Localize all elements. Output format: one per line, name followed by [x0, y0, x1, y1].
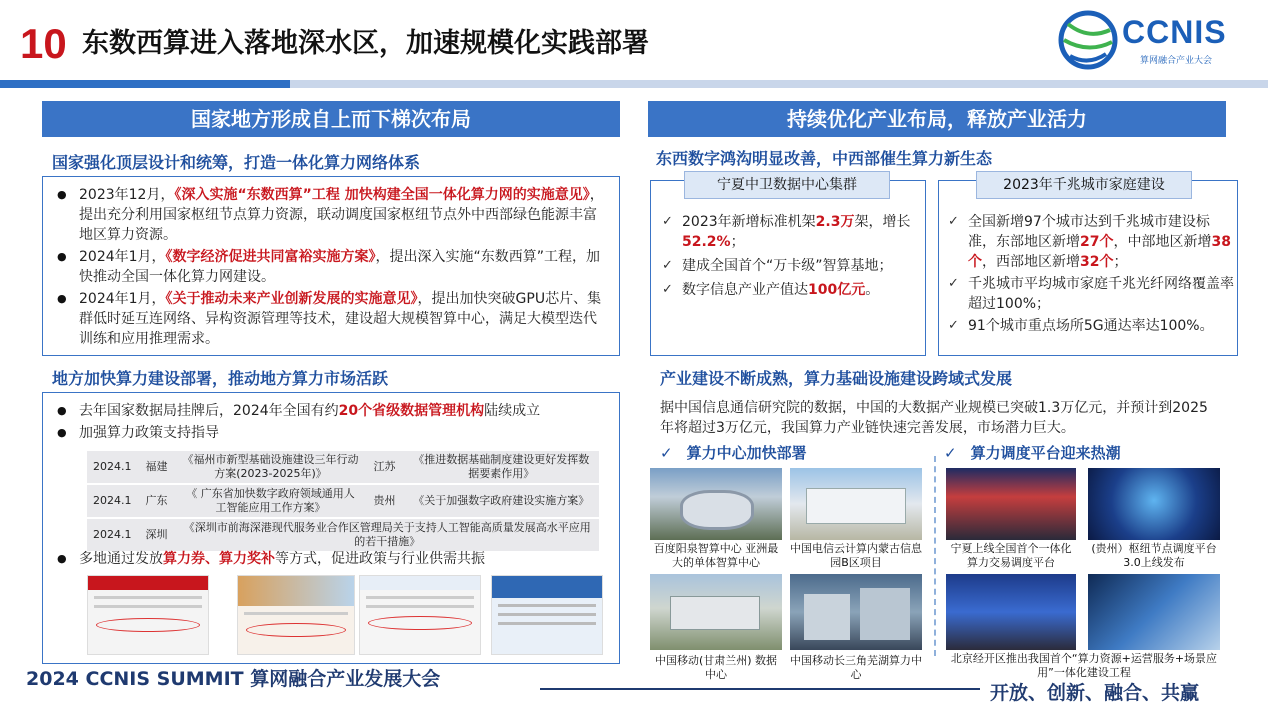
left-section-header: 国家地方形成自上而下梯次布局	[42, 101, 620, 137]
local-policy-table	[87, 451, 599, 553]
national-policy-panel	[42, 176, 620, 356]
telecom-datacenter-photo	[790, 468, 922, 540]
national-policy-item: ● 2024年1月，《关于推动未来产业创新发展的实施意见》，提出加快突破GPU芯片、集群低时延互连网络、异构资源管理等技术，建设超大规模智算中心，满足大模型迭代训练和应用推理需求。	[57, 289, 607, 349]
page-title: 东数西算进入落地深水区，加速规模化实践部署	[82, 28, 649, 59]
list-item: ✓ 建成全国首个“万卡级”智算基地；	[660, 256, 918, 276]
list-item: ✓ 91个城市重点场所5G通达率达100%。	[946, 316, 1236, 336]
col-title-scheduling: ✓ 算力调度平台迎来热潮	[944, 444, 1121, 462]
table-row: 2024.1 福建 《福州市新型基础设施建设三年行动方案(2023-2025年)》 江苏 《推进数据基础制度建设更好发挥数据要素作用》	[87, 451, 599, 484]
policy-document-thumbnail	[491, 575, 603, 655]
col-title-compute-center: ✓ 算力中心加快部署	[660, 444, 807, 462]
right-section-header: 持续优化产业布局，释放产业活力	[648, 101, 1226, 137]
ningxia-platform-photo	[946, 468, 1076, 540]
beijing-launch-photo	[946, 574, 1076, 650]
list-item: ✓ 全国新增97个城市达到千兆城市建设标准，东部地区新增27个，中部地区新增38个，西部地区新增32个；	[946, 212, 1236, 272]
photo-caption: 北京经开区推出我国首个“算力资源+运营服务+场景应用”一体化建设工程	[950, 652, 1218, 679]
logo-text: CCNIS	[1122, 14, 1227, 50]
guizhou-platform-photo	[1088, 468, 1220, 540]
policy-document-thumbnail	[359, 575, 481, 655]
local-item-policy-support: ● 加强算力政策支持指导	[57, 423, 613, 443]
beijing-tech-photo	[1088, 574, 1220, 650]
photo-caption: 百度阳泉智算中心 亚洲最大的单体智算中心	[653, 542, 779, 569]
policy-document-thumbnail	[87, 575, 209, 655]
table-row: 2024.1 广东 《 广东省加快数字政府领域通用人工智能应用工作方案》 贵州 《关于加强数字政府建设实施方案》	[87, 484, 599, 518]
slide-number: 10	[20, 20, 67, 67]
list-item: ✓ 数字信息产业产值达100亿元。	[660, 280, 918, 300]
gigabit-city-list	[946, 212, 1236, 338]
mobile-wuhu-photo	[790, 574, 922, 650]
baidu-datacenter-photo	[650, 468, 782, 540]
header-accent-bar	[0, 80, 290, 88]
policy-document-thumbnail	[237, 575, 355, 655]
list-item: ✓ 2023年新增标准机架2.3万架，增长52.2%；	[660, 212, 918, 252]
industry-paragraph: 据中国信息通信研究院的数据，中国的大数据产业规模已突破1.3万亿元，并预计到2025年将超过3万亿元，我国算力产业链快速完善发展，市场潜力巨大。	[660, 400, 1208, 436]
footer-event-name: 2024 CCNIS SUMMIT 算网融合产业发展大会	[26, 668, 441, 690]
national-policy-item: ● 2023年12月，《深入实施“东数西算”工程 加快构建全国一体化算力网的实施意见》，提出充分利用国家枢纽节点算力资源，联动调度国家枢纽节点外中西部绿色能源丰富地区算力资源。	[57, 185, 607, 245]
check-icon: ✓	[944, 444, 957, 462]
footer-slogan: 开放、创新、融合、共赢	[990, 682, 1200, 704]
left-subheading-local: 地方加快算力建设部署，推动地方算力市场活跃	[52, 369, 389, 388]
list-item: ✓ 千兆城市平均城市家庭千兆光纤网络覆盖率超过100%；	[946, 274, 1236, 314]
gigabit-city-tag: 2023年千兆城市家庭建设	[976, 171, 1192, 199]
local-policy-panel	[42, 392, 620, 664]
left-subheading-national: 国家强化顶层设计和统筹，打造一体化算力网络体系	[52, 153, 421, 172]
ningxia-list	[660, 212, 918, 302]
logo-subtitle: 算网融合产业大会	[1140, 56, 1213, 66]
table-row: 2024.1 深圳 《深圳市前海深港现代服务业合作区管理局关于支持人工智能高质量发展高水平应用的若干措施》	[87, 518, 599, 552]
photo-caption: 宁夏上线全国首个一体化算力交易调度平台	[950, 542, 1072, 569]
photo-caption: (贵州）枢纽节点调度平台3.0上线发布	[1091, 542, 1217, 569]
check-icon: ✓	[660, 444, 673, 462]
local-item-data-bureau: ● 去年国家数据局挂牌后，2024年全国有约20个省级数据管理机构陆续成立	[57, 401, 613, 421]
photo-caption: 中国移动长三角芜湖算力中心	[790, 654, 922, 681]
right-subheading-infrastructure: 产业建设不断成熟，算力基础设施建设跨域式发展	[660, 369, 1013, 388]
header-divider-bar	[290, 80, 1268, 88]
column-divider	[934, 456, 936, 656]
photo-caption: 中国移动(甘肃兰州) 数据中心	[654, 654, 778, 681]
national-policy-item: ● 2024年1月，《数字经济促进共同富裕实施方案》，提出深入实施“东数西算”工程，加快推动全国一体化算力网建设。	[57, 247, 607, 287]
photo-caption: 中国电信云计算内蒙古信息园B区项目	[790, 542, 922, 569]
ningxia-tag: 宁夏中卫数据中心集群	[684, 171, 890, 199]
mobile-gansu-photo	[650, 574, 782, 650]
right-subheading-ecosystem: 东西数字鸿沟明显改善，中西部催生算力新生态	[656, 149, 993, 168]
footer-divider	[540, 688, 980, 690]
local-item-compute-voucher: ● 多地通过发放算力券、算力奖补等方式，促进政策与行业供需共振	[57, 549, 613, 569]
